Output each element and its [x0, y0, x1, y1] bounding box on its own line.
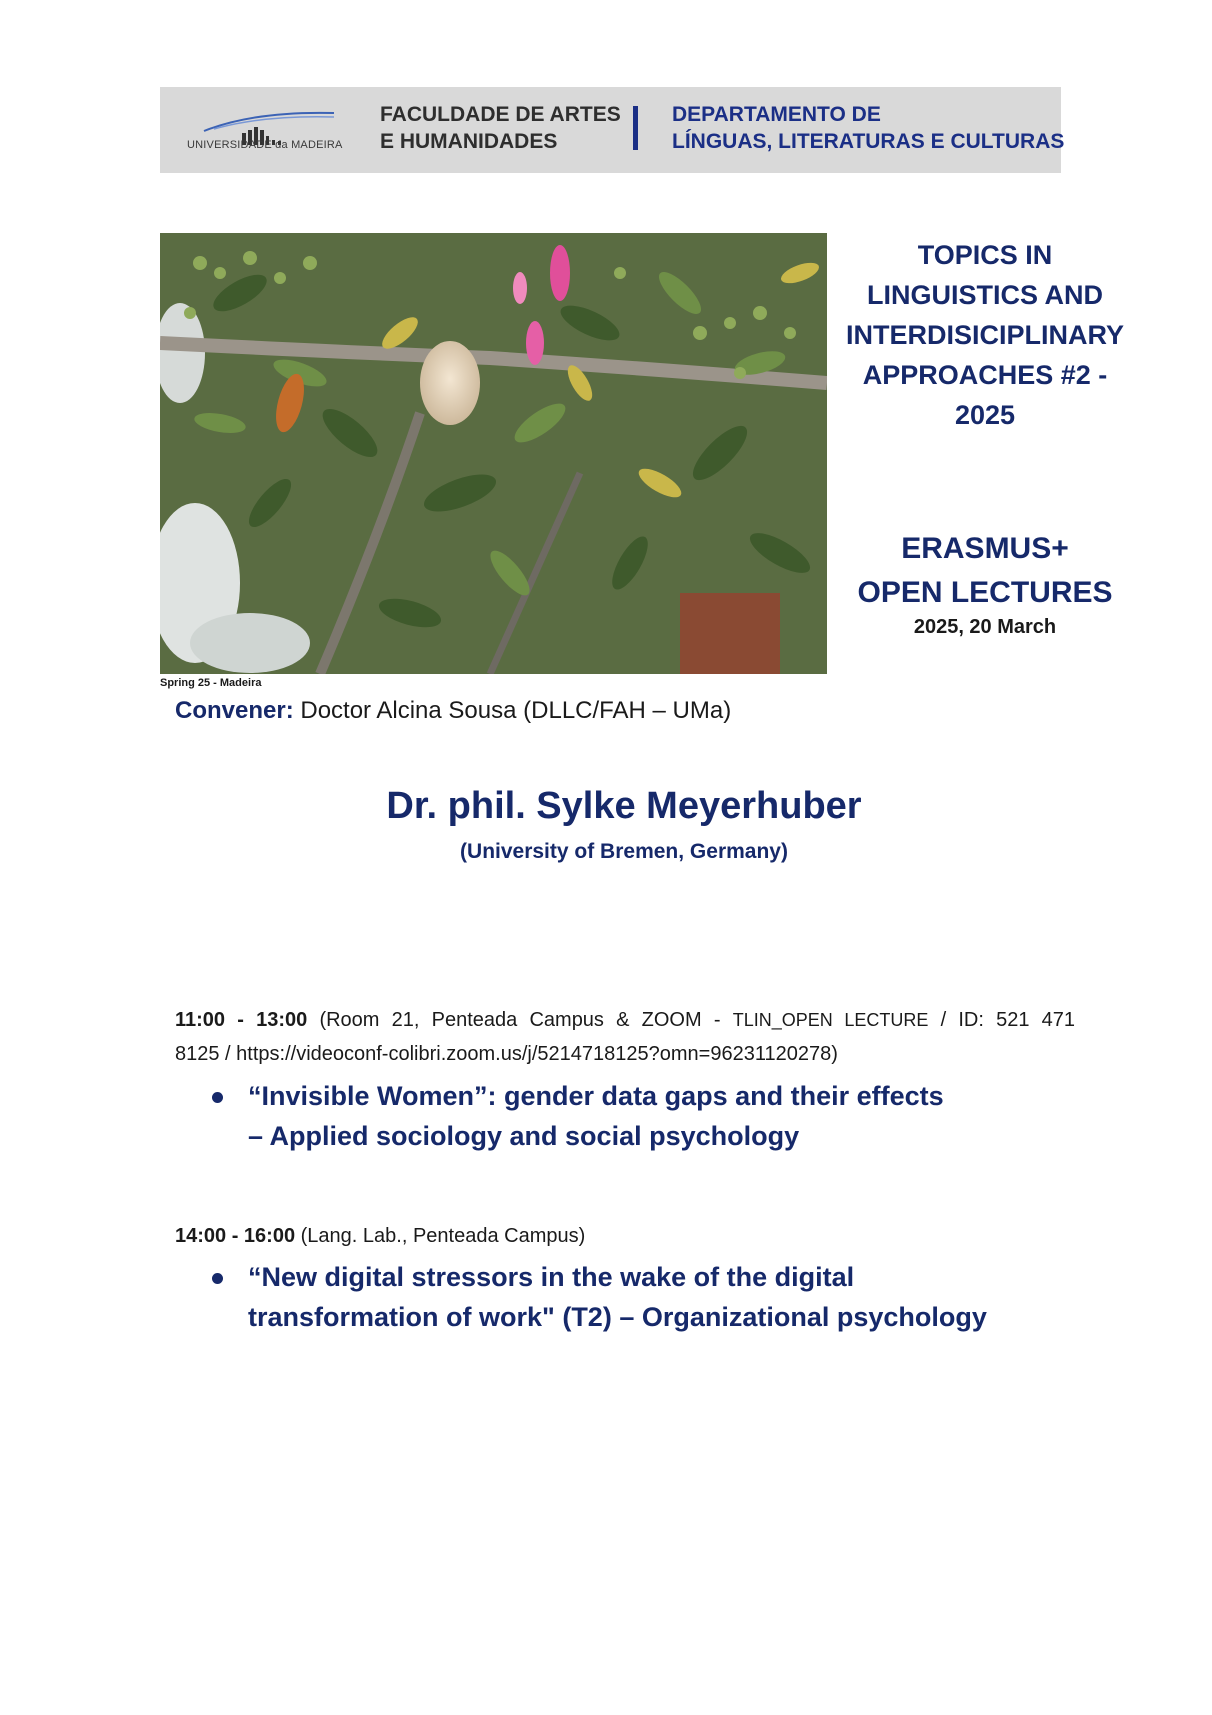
convener-label: Convener:	[175, 697, 294, 724]
university-name: UNIVERSIDADE da MADEIRA	[187, 139, 343, 151]
tree-photo-image	[160, 233, 827, 674]
department-name: DEPARTAMENTO DE LÍNGUAS, LITERATURAS E CULTURAS	[672, 103, 1065, 153]
header-divider	[633, 106, 638, 150]
session-2-title: “New digital stressors in the wake of the digital transformation of work" (T2) – Organizational psychology	[212, 1257, 1092, 1337]
event-title: ERASMUS+ OPEN LECTURES	[857, 532, 1113, 609]
session-2-details: 14:00 - 16:00 (Lang. Lab., Penteada Campus)	[175, 1225, 586, 1247]
session-1-zoom-link[interactable]: 8125 / https://videoconf-colibri.zoom.us/j/5214718125?omn=96231120278)	[175, 1043, 838, 1065]
session-1-title: “Invisible Women”: gender data gaps and their effects – Applied sociology and social psychology	[212, 1076, 1092, 1156]
series-title: TOPICS IN LINGUISTICS AND INTERDISICIPLINARY APPROACHES #2 - 2025	[845, 240, 1124, 430]
convener-value: Doctor Alcina Sousa (DLLC/FAH – UMa)	[293, 697, 732, 724]
convener-line	[175, 697, 731, 725]
bullet-icon	[212, 1273, 223, 1284]
header-banner	[160, 87, 1065, 173]
bullet-icon	[212, 1092, 223, 1103]
speaker-name: Dr. phil. Sylke Meyerhuber	[386, 785, 862, 827]
event-date: 2025, 20 March	[913, 616, 1057, 638]
faculty-name: FACULDADE DE ARTES E HUMANIDADES	[380, 103, 621, 153]
session-1-details: 11:00 - 13:00 (Room 21, Penteada Campus & ZOOM - TLIN_OPEN LECTURE / ID: 521 471	[175, 1009, 1076, 1031]
photo-caption: Spring 25 - Madeira	[160, 677, 262, 689]
speaker-affiliation: (University of Bremen, Germany)	[460, 840, 788, 863]
session-1-time: 11:00 - 13:00	[175, 1009, 308, 1031]
session-2-time: 14:00 - 16:00	[175, 1225, 296, 1247]
tree-photo	[160, 233, 827, 674]
session-1-zoom-label: TLIN_OPEN LECTURE	[732, 1010, 929, 1030]
